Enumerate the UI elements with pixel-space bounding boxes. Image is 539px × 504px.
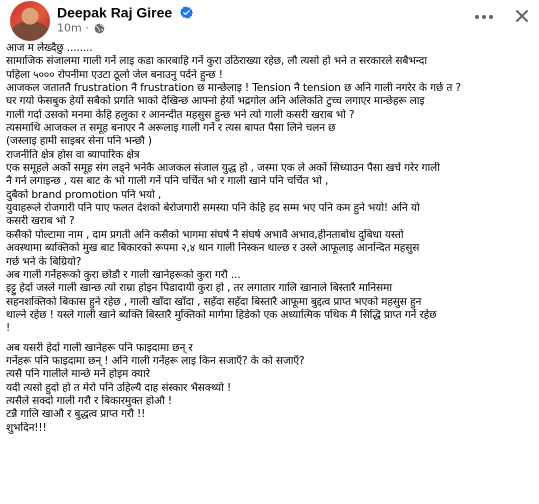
author-avatar[interactable] bbox=[10, 1, 50, 41]
author-row bbox=[57, 2, 193, 20]
post-text-line: युवाहरूले रोजगारी पनि पाए फलत देशको बेरोजगारी समस्या पनि केहि हद सम्म भए पनि कम हुने भयो! अनि यो bbox=[6, 202, 420, 215]
post-text-line: त्यसैले सक्दो गाली गरौ र बिकारमुक्त होऔ ! bbox=[6, 394, 172, 407]
post-text-line: राजनीति क्षेत्र होस वा ब्यापारिक क्षेत्र bbox=[6, 148, 140, 161]
post-text-line: अवस्थामा ब्यक्तिको मुख बाट बिकारको रूपमा २,४ थान गाली निस्कन थाल्छ र उस्ले आफूलाइ आनन्दित महसुस bbox=[6, 242, 420, 255]
more-options-icon[interactable] bbox=[473, 10, 495, 24]
post-text-line: नै गर्न लगाइन्छ , यस बाट के भो गाली गर्ने पनि चर्चित भो र गाली खाने पनि चर्चित भो , bbox=[6, 175, 329, 188]
post-text-line: आजकल जताततै frustration नै frustration छ मान्छेलाइ ! Tension नै tension छ अनि गाली नगरेर के गर्छ त ? bbox=[6, 82, 461, 95]
meta-separator: · bbox=[85, 21, 89, 35]
post-text-line: त्यसै पनि गालीले मान्छे मर्ने होइम क्यारे bbox=[6, 368, 150, 381]
post-text-line: टन्नै गालि खाऔ र बुद्धत्व प्राप्त गरौ !! bbox=[6, 408, 146, 421]
post-text-line: (जस्लाइ हामी साइबर सेना पनि भन्छौ ) bbox=[6, 135, 152, 148]
post-text-line: थाल्ने रहेछ ! यस्ले गाली खाने ब्यक्ति बिस्तारै मुक्तिको मार्गमा हिडेको एक अध्यात्मिक पथिक मै सिद्धि प्राप्त गर्ने रहेछ bbox=[6, 308, 437, 321]
post-text-line: त्यसमाथि आजकल त समूह बनाएर नै अरूलाइ गाली गर्ने र त्यस बापत पैसा लिने चलन छ bbox=[6, 122, 336, 135]
post-text-line: शुभदिन!!! bbox=[6, 421, 47, 434]
post-text-line: यदी त्यसो हुदो हो त मेरो पनि उहिल्यै दाह संस्कार भैसक्थ्यो ! bbox=[6, 381, 232, 394]
post-text-line: दुबैको brand promotion पनि भयो , bbox=[6, 188, 162, 201]
post-text-line: इट्टु हेर्दा जस्ले गाली खान्छ त्यो राम्रा होइन पिडादायी कुरा हो , तर लगातार गालि खानाले बिस्तारै मानिसमा bbox=[6, 282, 392, 295]
post-body bbox=[6, 42, 534, 435]
post-text-line: आज म लेख्दैछु ........ bbox=[6, 42, 93, 54]
verified-badge-icon bbox=[180, 6, 193, 19]
post-text-line: सामाजिक संजालमा गाली गर्ने लाइ कडा कारबाहि गर्ने कुरा उठिराख्या रहेछ, लौ त्यसो हो भने त सरकारले सबैभन्दा bbox=[6, 55, 427, 68]
post-text-line: घर गयो फेसबुक हेर्यो सबैको प्रगति भाको देखिन्छ आफ्नो हेर्यो भद्रगोल अनि अलिकति टुच्च लगाएर मान्छेहरू लाइ bbox=[6, 95, 425, 108]
post-text-line: गर्छ भने के बिग्रियो? bbox=[6, 255, 82, 268]
post-text-line: पहिला ५००० रोपनीमा एउटा ठूलो जेल बनाउनु पर्दने हुन्छ ! bbox=[6, 68, 223, 81]
close-icon[interactable] bbox=[512, 6, 532, 26]
post-text-line: गाली गर्दा उसको मनमा केहि हलुका र आनन्दीत महसुस हुन्छ भने त्यो गाली कसरी खराब भो ? bbox=[6, 108, 355, 121]
globe-icon[interactable] bbox=[94, 23, 105, 34]
post-text-line: गर्नेहरू पनि फाइदामा छन् ! अनि गाली गर्नेहरू लाइ किन सजाएँ? के को सजाएँ? bbox=[6, 354, 305, 367]
post-text-line: सहनशक्तिको बिकास हुने रहेछ , गाली खाँदा खाँदा , सहँदा सहँदा बिस्तारै आफूमा बुद्दत्व प्राप्त भएको महसुस हुन bbox=[6, 295, 422, 308]
post-timestamp[interactable]: 10m bbox=[57, 21, 82, 35]
post-text-line: अब गाली गर्नेहरूको कुरा छोडौ र गाली खानेहरूको कुरा गरौ ... bbox=[6, 268, 241, 281]
post-text-line: ! bbox=[6, 322, 11, 335]
post-text-line: अब यसरी हेर्दा गाली खानेहरू पनि फाइदामा छन् र bbox=[6, 341, 193, 354]
post-text-line: कसरी खराब भो ? bbox=[6, 215, 75, 228]
post-text-line: कसैको पोल्टामा नाम , दाम प्रगती अनि कसैको भागमा संघर्ष नै संघर्ष अभावै अभाव,हीनताबोध दुबिधा यस्तो bbox=[6, 228, 404, 241]
post-text-line: एक समूहले अर्को समूह संग लड्ने भनेकै आजकल संजाल युद्ध हो , जस्मा एक ले अर्को सिध्याउन पैसा खर्च गरेर गाली bbox=[6, 162, 440, 175]
post-header bbox=[0, 0, 539, 40]
post-meta bbox=[57, 21, 105, 35]
author-name[interactable]: Deepak Raj Giree bbox=[57, 4, 173, 21]
